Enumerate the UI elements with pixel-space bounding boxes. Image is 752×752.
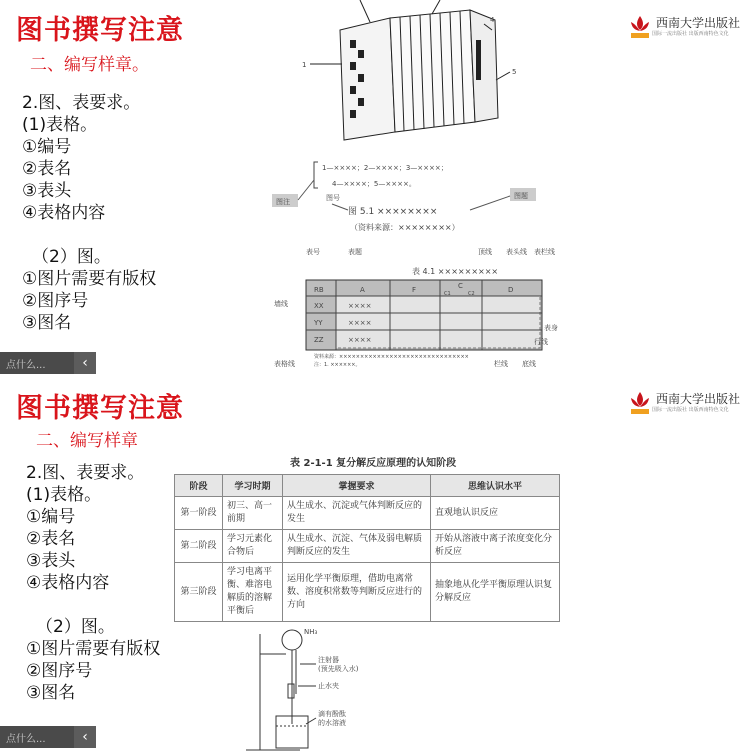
chevron-left-icon[interactable]: ‹ (74, 352, 96, 374)
logo-tagline: 国际一流出版社 出版西南特色文化 (652, 407, 729, 413)
figure-caption-sample: 图 5.1 ×××××××× (348, 207, 438, 217)
left-label: 墙线 (274, 300, 288, 308)
column-header: 阶段 (175, 475, 223, 497)
table-cell: 运用化学平衡原理，借助电离常数、溶度积常数等判断反应进行的方向 (283, 563, 431, 622)
cell: ×××× (348, 319, 372, 327)
table-row (175, 497, 560, 530)
apparatus-label: 的水溶液 (318, 719, 346, 727)
table-cell: 第三阶段 (175, 563, 223, 622)
apparatus-label: 注射器 (318, 656, 339, 664)
top-label: 表题 (348, 248, 362, 256)
apparatus-illustration (240, 624, 370, 752)
header-cell: RB (314, 286, 324, 294)
figure-item: ②图序号 (22, 291, 89, 311)
header-cell: C (458, 282, 463, 290)
requirements-text (26, 462, 160, 704)
table-cell: 开始从溶液中离子浓度变化分析反应 (431, 530, 560, 563)
right-label: 行线 (534, 338, 548, 346)
heading-table: (1)表格。 (22, 115, 98, 135)
legend-line: 4—××××；5—××××。 (332, 180, 416, 188)
row-head: YY (314, 319, 323, 327)
table-caption-sample: 表 4.1 ××××××××× (412, 267, 499, 276)
table-item: ③表头 (26, 551, 76, 571)
bottom-label: 栏线 (494, 360, 508, 368)
table-cell: 学习元素化合物后 (223, 530, 283, 563)
apparatus-label: 止水夹 (318, 682, 339, 690)
part-label: 4 (490, 16, 495, 24)
comment-bar[interactable] (0, 726, 96, 748)
apparatus-label: NH₃ (304, 628, 318, 636)
figure-item: ③图名 (22, 313, 72, 333)
heading-fig-table: 2.图、表要求。 (26, 463, 145, 483)
header-cell: F (412, 286, 417, 294)
row-head: XX (314, 302, 324, 310)
table-header-row (175, 475, 560, 497)
requirements-text (22, 92, 156, 334)
logo-tagline: 国际一流出版社 出版西南特色文化 (652, 31, 729, 37)
comment-prompt[interactable]: 点什么... (6, 733, 46, 745)
table-item: ②表名 (26, 529, 76, 549)
part-label: 1 (302, 61, 307, 69)
table-row (175, 530, 560, 563)
apparatus-label: (预先吸入水) (318, 665, 359, 673)
sample-table-caption: 表 2-1-1 复分解反应原理的认知阶段 (290, 458, 457, 469)
table-footer-line: 资料来源：××××××××××××××××××××××××××××××× (314, 354, 469, 360)
source-line: （资料来源：××××××××） (350, 223, 460, 232)
sub-header-cell: C1 (444, 291, 451, 297)
table-item: ③表头 (22, 181, 72, 201)
row-head: ZZ (314, 336, 324, 344)
heading-table: (1)表格。 (26, 485, 102, 505)
table-item: ①编号 (22, 137, 72, 157)
table-item: ④表格内容 (26, 573, 110, 593)
figure-item: ①图片需要有版权 (26, 639, 161, 659)
chevron-left-icon[interactable]: ‹ (74, 726, 96, 748)
label-name: 图题 (514, 192, 528, 200)
table-cell: 第二阶段 (175, 530, 223, 563)
bottom-label: 底线 (522, 360, 536, 368)
lotus-logo-icon (628, 390, 652, 416)
right-label: 表身 (544, 324, 558, 332)
logo-name: 西南大学出版社 (656, 392, 741, 406)
table-cell: 初三、高一前期 (223, 497, 283, 530)
top-label: 表号 (306, 248, 320, 256)
heading-figure: （2）图。 (36, 617, 115, 637)
header-cell: D (508, 286, 514, 294)
table-cell: 从生成水、沉淀或气体判断反应的发生 (283, 497, 431, 530)
top-label: 顶线 (478, 248, 492, 256)
legend-line: 1—××××；2—××××；3—××××； (322, 164, 448, 172)
publisher-logo (628, 388, 746, 418)
heading-fig-table: 2.图、表要求。 (22, 93, 141, 113)
comment-prompt[interactable]: 点什么... (6, 359, 46, 371)
table-cell: 从生成水、沉淀、气体及弱电解质判断反应的发生 (283, 530, 431, 563)
accordion-illustration (300, 0, 530, 152)
table-row (175, 563, 560, 622)
sample-table (174, 474, 560, 622)
table-cell: 抽象地从化学平衡原理认识复分解反应 (431, 563, 560, 622)
left-label: 表格线 (274, 360, 295, 368)
table-annotation-diagram (272, 244, 562, 372)
cell: ×××× (348, 302, 372, 310)
column-header: 掌握要求 (283, 475, 431, 497)
table-cell: 学习电离平衡、难溶电解质的溶解平衡后 (223, 563, 283, 622)
label-note: 图注 (276, 198, 290, 206)
cell: ×××× (348, 336, 372, 344)
slide-title: 图书撰写注意 (16, 15, 184, 46)
table-item: ④表格内容 (22, 203, 106, 223)
table-cell: 直观地认识反应 (431, 497, 560, 530)
table-cell: 第一阶段 (175, 497, 223, 530)
logo-name: 西南大学出版社 (656, 16, 741, 30)
column-header: 思维认识水平 (431, 475, 560, 497)
table-item: ②表名 (22, 159, 72, 179)
sub-header-cell: C2 (468, 291, 475, 297)
figure-item: ①图片需要有版权 (22, 269, 157, 289)
header-cell: A (360, 286, 365, 294)
comment-bar[interactable] (0, 352, 96, 374)
figure-caption-diagram (270, 158, 570, 238)
top-label: 表头线 (506, 248, 527, 256)
label-number: 图号 (326, 194, 340, 202)
figure-item: ③图名 (26, 683, 76, 703)
heading-figure: （2）图。 (32, 247, 111, 267)
slide-title: 图书撰写注意 (16, 393, 184, 424)
publisher-logo (628, 12, 746, 42)
apparatus-label: 滴有酚酞 (318, 710, 346, 718)
table-item: ①编号 (26, 507, 76, 527)
slide-subtitle: 二、编写样章 (36, 431, 138, 451)
figure-item: ②图序号 (26, 661, 93, 681)
slide-subtitle: 二、编写样章。 (30, 55, 149, 75)
column-header: 学习时期 (223, 475, 283, 497)
top-label: 表栏线 (534, 248, 555, 256)
lotus-logo-icon (628, 14, 652, 40)
part-label: 5 (512, 68, 517, 76)
table-footer-line: 注：1. ××××××。 (314, 362, 361, 368)
